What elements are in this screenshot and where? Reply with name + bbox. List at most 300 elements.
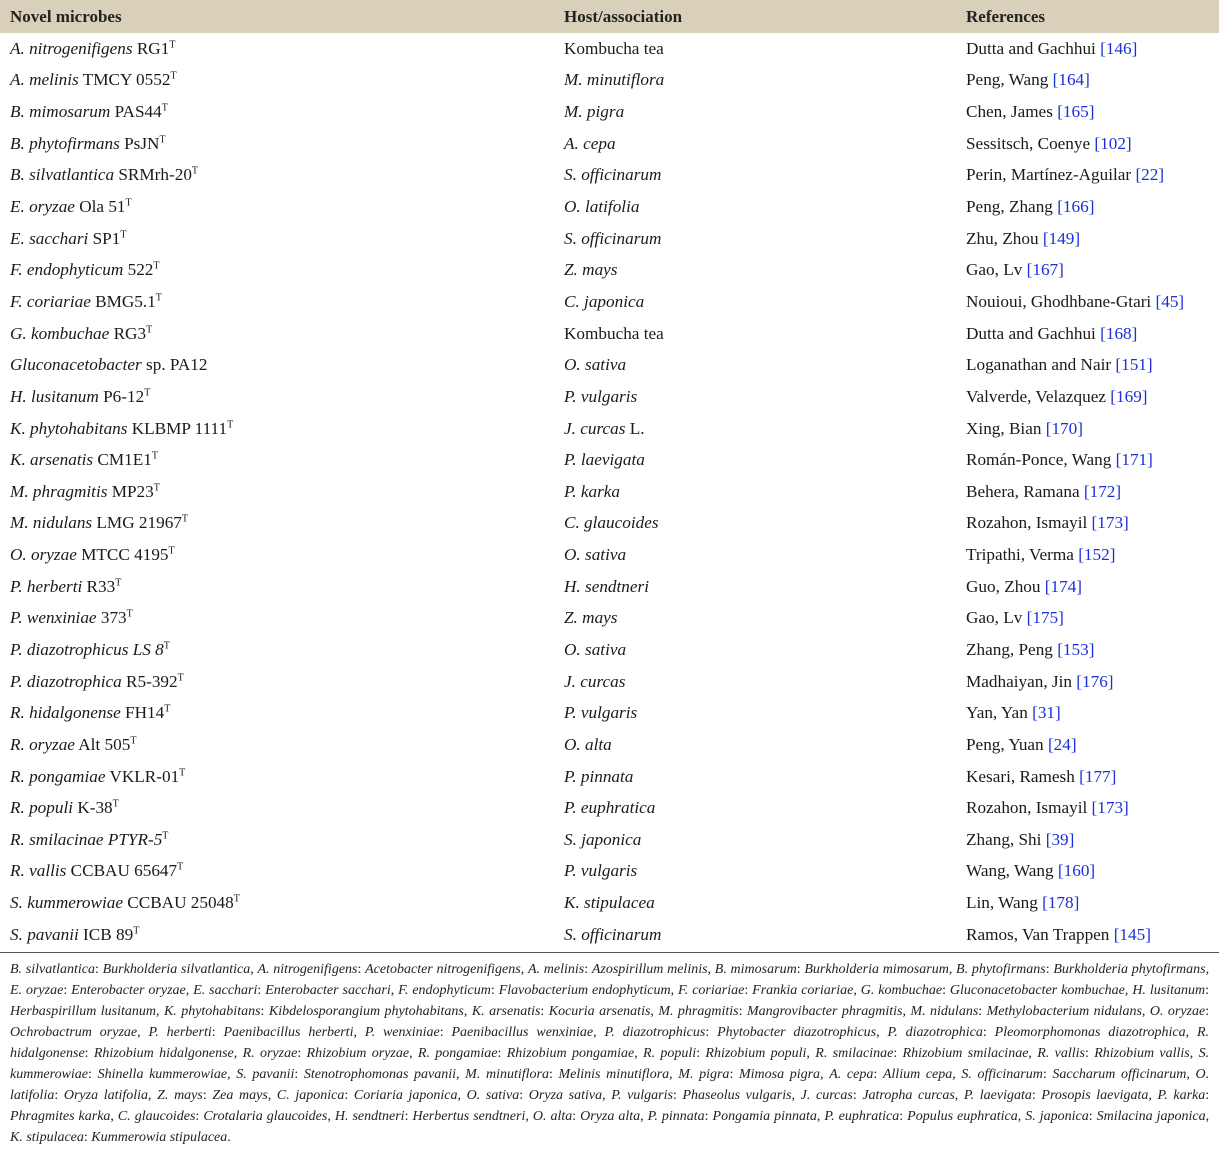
abbrev-full: Prosopis laevigata xyxy=(1041,1087,1149,1103)
reference-cell xyxy=(956,191,1219,223)
microbe-species: B. silvatlantica xyxy=(10,165,115,185)
microbe-species: G. kombuchae xyxy=(10,323,110,343)
reference-link[interactable]: [149] xyxy=(1042,228,1081,248)
reference-authors: Rozahon, Ismayil xyxy=(966,513,1092,533)
abbrev-short: O. sativa xyxy=(466,1087,520,1103)
abbrev-full: Burkholderia mimosarum xyxy=(804,961,949,977)
abbrev-full: Kibdelosporangium phytohabitans xyxy=(268,1003,464,1019)
microbe-cell xyxy=(0,476,554,508)
microbe-species: H. lusitanum xyxy=(10,386,99,406)
host-cell xyxy=(554,65,956,97)
host-cell xyxy=(554,666,956,698)
abbrev-short: M. pigra xyxy=(678,1066,730,1082)
abbrev-short: P. euphratica xyxy=(824,1108,900,1124)
reference-link[interactable]: [145] xyxy=(1113,924,1151,944)
table-row xyxy=(0,413,1219,445)
reference-cell xyxy=(956,160,1219,192)
microbe-cell xyxy=(0,508,554,540)
host-name: Z. mays xyxy=(564,260,618,280)
host-name: Z. mays xyxy=(564,608,618,628)
abbrev-full: Kummerowia stipulacea xyxy=(91,1129,228,1145)
reference-cell xyxy=(956,128,1219,160)
microbe-species: R. populi xyxy=(10,798,74,818)
abbrev-short: Z. mays xyxy=(157,1087,203,1103)
host-cell xyxy=(554,96,956,128)
microbe-species: F. endophyticum xyxy=(10,260,124,280)
microbe-strain: R5-392 xyxy=(121,671,178,691)
type-strain-marker: T xyxy=(153,482,160,494)
table-row xyxy=(0,792,1219,824)
host-name: O. latifolia xyxy=(564,197,640,217)
abbrev-short: P. wenxiniae xyxy=(364,1024,440,1040)
reference-link[interactable]: [24] xyxy=(1047,734,1077,754)
microbe-cell xyxy=(0,318,554,350)
reference-cell xyxy=(956,318,1219,350)
reference-link[interactable]: [178] xyxy=(1042,893,1080,913)
microbe-species: M. phragmitis xyxy=(10,481,108,501)
abbrev-short: B. phytofirmans xyxy=(956,961,1046,977)
type-strain-marker: T xyxy=(161,102,168,114)
abbrev-short: P. herberti xyxy=(148,1024,212,1040)
reference-authors: Peng, Zhang xyxy=(966,197,1058,217)
reference-link[interactable]: [22] xyxy=(1135,165,1165,185)
host-cell xyxy=(554,508,956,540)
abbrev-full: Oryza alta xyxy=(580,1108,641,1124)
abbrev-full: Phaseolus vulgaris xyxy=(682,1087,792,1103)
reference-authors: Román-Ponce, Wang xyxy=(966,450,1116,470)
microbe-strain: TMCY 0552 xyxy=(78,70,171,90)
abbrev-full: Shinella kummerowiae xyxy=(97,1066,228,1082)
abbrev-full: Herbaspirillum lusitanum xyxy=(10,1003,156,1019)
microbe-strain: Ola 51 xyxy=(74,197,126,217)
host-name: P. vulgaris xyxy=(564,703,638,723)
host-cell xyxy=(554,919,956,951)
reference-authors: Nouioui, Ghodhbane-Gtari xyxy=(966,291,1156,311)
reference-cell xyxy=(956,476,1219,508)
header-references: References xyxy=(966,6,1045,26)
type-strain-marker: T xyxy=(170,70,177,82)
table-row xyxy=(0,254,1219,286)
microbe-cell xyxy=(0,539,554,571)
table-row xyxy=(0,349,1219,381)
reference-link[interactable]: [164] xyxy=(1052,70,1090,90)
abbrev-short: R. oryzae xyxy=(242,1045,298,1061)
host-cell xyxy=(554,160,956,192)
abbrev-full: Rhizobium hidalgonense xyxy=(93,1045,234,1061)
table-row xyxy=(0,444,1219,476)
host-cell xyxy=(554,413,956,445)
abbrev-short: M. nidulans xyxy=(910,1003,979,1019)
abbrev-full: Rhizobium populi xyxy=(705,1045,807,1061)
microbe-cell xyxy=(0,444,554,476)
microbe-strain: P6-12 xyxy=(98,386,145,406)
table-row xyxy=(0,634,1219,666)
host-cell xyxy=(554,792,956,824)
abbrev-short: J. curcas xyxy=(800,1087,853,1103)
table-row xyxy=(0,160,1219,192)
reference-cell xyxy=(956,729,1219,761)
abbrev-full: Methylobacterium nidulans xyxy=(986,1003,1142,1019)
host-cell xyxy=(554,318,956,350)
microbe-strain: CCBAU 25048 xyxy=(122,893,234,913)
reference-authors: Sessitsch, Coenye xyxy=(966,133,1095,153)
abbrev-full: Gluconacetobacter kombuchae xyxy=(949,982,1125,998)
microbe-species: A. melinis xyxy=(10,70,79,90)
microbe-cell xyxy=(0,413,554,445)
reference-cell xyxy=(956,223,1219,255)
microbe-species: R. pongamiae xyxy=(10,766,106,786)
host-cell xyxy=(554,603,956,635)
reference-cell xyxy=(956,444,1219,476)
abbrev-short: P. laevigata xyxy=(963,1087,1032,1103)
abbrev-short: M. phragmitis xyxy=(658,1003,739,1019)
abbrev-full: Melinis minutiflora xyxy=(558,1066,670,1082)
microbe-species: P. diazotrophicus LS 8 xyxy=(10,639,164,659)
host-name: P. pinnata xyxy=(564,766,634,786)
host-cell xyxy=(554,761,956,793)
table-row xyxy=(0,381,1219,413)
host-cell xyxy=(554,729,956,761)
microbe-strain: BMG5.1 xyxy=(90,291,156,311)
abbrev-full: Jatropha curcas xyxy=(862,1087,955,1103)
reference-cell xyxy=(956,33,1219,65)
abbrev-full: Kocuria arsenatis xyxy=(548,1003,651,1019)
reference-cell xyxy=(956,887,1219,919)
microbe-cell xyxy=(0,571,554,603)
host-name: O. sativa xyxy=(564,545,627,565)
microbe-species: R. hidalgonense xyxy=(10,703,121,723)
microbe-species: B. phytofirmans xyxy=(10,133,120,153)
abbrev-short: F. endophyticum xyxy=(398,982,491,998)
microbe-strain: SRMrh-20 xyxy=(114,165,192,185)
host-name: O. alta xyxy=(564,734,612,754)
host-name: C. japonica xyxy=(564,291,645,311)
abbrev-short: C. japonica xyxy=(276,1087,345,1103)
type-strain-marker: T xyxy=(227,418,234,430)
abbrev-full: Pongamia pinnata xyxy=(712,1108,817,1124)
reference-link[interactable]: [173] xyxy=(1091,798,1129,818)
microbe-species: P. herberti xyxy=(10,576,83,596)
abbrev-full: Azospirillum melinis xyxy=(591,961,708,977)
host-name: P. vulgaris xyxy=(564,386,638,406)
reference-authors: Peng, Wang xyxy=(966,70,1053,90)
abbrev-short: K. stipulacea xyxy=(10,1129,84,1145)
microbe-strain: CM1E1 xyxy=(93,450,152,470)
table-row xyxy=(0,318,1219,350)
abbrev-full: Rhizobium vallis xyxy=(1094,1045,1190,1061)
abbrev-short: E. oryzae xyxy=(10,982,64,998)
abbrev-full: Phragmites karka xyxy=(10,1108,111,1124)
microbe-cell xyxy=(0,128,554,160)
reference-authors: Dutta and Gachhui xyxy=(966,38,1101,58)
reference-link[interactable]: [152] xyxy=(1078,545,1116,565)
reference-link[interactable]: [45] xyxy=(1155,291,1185,311)
microbe-cell xyxy=(0,381,554,413)
type-strain-marker: T xyxy=(191,165,199,177)
abbrev-short: O. alta xyxy=(532,1108,573,1124)
reference-link[interactable]: [171] xyxy=(1115,450,1153,470)
type-strain-marker: T xyxy=(125,197,132,209)
abbrev-full: Stenotrophomonas pavanii xyxy=(303,1066,457,1082)
host-name: C. glaucoides xyxy=(564,513,659,533)
type-strain-marker: T xyxy=(177,671,184,683)
abbrev-short: H. lusitanum xyxy=(1132,982,1206,998)
header-host-association: Host/association xyxy=(564,6,683,26)
host-cell xyxy=(554,191,956,223)
host-name: S. officinarum xyxy=(564,924,662,944)
microbe-cell xyxy=(0,634,554,666)
host-name: M. pigra xyxy=(564,102,625,122)
reference-authors: Valverde, Velazquez xyxy=(966,386,1111,406)
microbe-species: A. nitrogenifigens xyxy=(10,38,133,58)
host-cell xyxy=(554,286,956,318)
reference-link[interactable]: [169] xyxy=(1110,386,1148,406)
reference-link[interactable]: [175] xyxy=(1026,608,1064,628)
abbrev-short: P. vulgaris xyxy=(611,1087,673,1103)
abbrev-full: Flavobacterium endophyticum xyxy=(498,982,671,998)
type-strain-marker: T xyxy=(168,545,175,557)
host-name: Kombucha tea xyxy=(564,323,664,343)
type-strain-marker: T xyxy=(163,640,170,652)
type-strain-marker: T xyxy=(155,292,162,304)
microbe-cell xyxy=(0,761,554,793)
table-row xyxy=(0,887,1219,919)
table-row xyxy=(0,603,1219,635)
microbe-strain: K-38 xyxy=(73,798,113,818)
reference-authors: Wang, Wang xyxy=(966,861,1058,881)
table-row xyxy=(0,223,1219,255)
type-strain-marker: T xyxy=(112,798,119,810)
reference-authors: Peng, Yuan xyxy=(966,734,1048,754)
abbrev-short: A. nitrogenifigens xyxy=(257,961,358,977)
abbrev-short: R. populi xyxy=(643,1045,697,1061)
microbe-cell xyxy=(0,223,554,255)
microbe-strain: R33 xyxy=(82,576,116,596)
reference-cell xyxy=(956,603,1219,635)
host-cell xyxy=(554,697,956,729)
reference-authors: Ramos, Van Trappen xyxy=(966,924,1114,944)
abbrev-short: R. vallis xyxy=(1037,1045,1085,1061)
abbrev-short: S. pavanii xyxy=(236,1066,295,1082)
abbrev-full: Herbertus sendtneri xyxy=(412,1108,526,1124)
reference-link[interactable]: [39] xyxy=(1045,829,1075,849)
reference-link[interactable]: [166] xyxy=(1057,197,1095,217)
type-strain-marker: T xyxy=(179,766,186,778)
reference-link[interactable]: [153] xyxy=(1057,639,1095,659)
type-strain-marker: T xyxy=(115,576,122,588)
abbrev-short: S. japonica xyxy=(1025,1108,1089,1124)
reference-authors: Guo, Zhou xyxy=(966,576,1045,596)
reference-cell xyxy=(956,349,1219,381)
reference-authors: Gao, Lv xyxy=(966,260,1027,280)
type-strain-marker: T xyxy=(177,861,184,873)
table-row xyxy=(0,476,1219,508)
host-name: S. officinarum xyxy=(564,165,662,185)
table-row xyxy=(0,856,1219,888)
microbe-cell xyxy=(0,856,554,888)
reference-authors: Chen, James xyxy=(966,102,1058,122)
abbrev-full: Paenibacillus wenxiniae xyxy=(451,1024,594,1040)
table-row xyxy=(0,33,1219,65)
host-cell xyxy=(554,634,956,666)
table-header-row xyxy=(0,0,1219,33)
microbe-species: O. oryzae xyxy=(10,545,77,565)
reference-link[interactable]: [173] xyxy=(1091,513,1129,533)
reference-authors: Zhu, Zhou xyxy=(966,228,1043,248)
abbrev-short: R. hidalgonense xyxy=(10,1024,1210,1061)
microbe-cell xyxy=(0,160,554,192)
abbrev-full: Burkholderia silvatlantica xyxy=(102,961,251,977)
reference-cell xyxy=(956,286,1219,318)
abbrev-short: P. diazotrophica xyxy=(887,1024,983,1040)
microbe-species: R. oryzae xyxy=(10,734,75,754)
host-name: P. vulgaris xyxy=(564,861,638,881)
microbe-strain: CCBAU 65647 xyxy=(66,861,178,881)
abbrev-full: Allium cepa xyxy=(882,1066,953,1082)
type-strain-marker: T xyxy=(169,39,176,51)
abbrev-short: O. oryzae xyxy=(1149,1003,1206,1019)
microbe-cell xyxy=(0,286,554,318)
host-cell xyxy=(554,856,956,888)
reference-link[interactable]: [168] xyxy=(1100,323,1138,343)
microbe-species: K. arsenatis xyxy=(10,450,94,470)
abbrev-full: Smilacina japonica xyxy=(1096,1108,1206,1124)
reference-cell xyxy=(956,381,1219,413)
host-name: S. japonica xyxy=(564,829,642,849)
reference-authors: Dutta and Gachhui xyxy=(966,323,1101,343)
host-cell xyxy=(554,444,956,476)
reference-authors: Yan, Yan xyxy=(966,703,1033,723)
microbe-cell xyxy=(0,919,554,951)
reference-authors: Tripathi, Verma xyxy=(966,545,1079,565)
table-row xyxy=(0,919,1219,951)
microbe-cell xyxy=(0,792,554,824)
table-row xyxy=(0,666,1219,698)
table-row xyxy=(0,286,1219,318)
abbrev-full: Paenibacillus herberti xyxy=(223,1024,354,1040)
microbe-species: S. pavanii xyxy=(10,924,79,944)
reference-link[interactable]: [160] xyxy=(1057,861,1096,881)
table-row xyxy=(0,824,1219,856)
abbrev-full: Acetobacter nitrogenifigens xyxy=(365,961,521,977)
abbrev-full: Phytobacter diazotrophicus xyxy=(717,1024,877,1040)
reference-link[interactable]: [174] xyxy=(1044,576,1083,596)
reference-link[interactable]: [167] xyxy=(1026,260,1064,280)
abbrev-short: A. melinis xyxy=(527,961,585,977)
reference-link[interactable]: [102] xyxy=(1094,133,1132,153)
host-cell xyxy=(554,381,956,413)
abbrev-full: Zea mays xyxy=(212,1087,268,1103)
reference-authors: Madhaiyan, Jin xyxy=(966,671,1077,691)
microbe-strain: MTCC 4195 xyxy=(76,545,169,565)
type-strain-marker: T xyxy=(153,260,160,272)
reference-authors: Behera, Ramana xyxy=(966,481,1084,501)
type-strain-marker: T xyxy=(144,387,151,399)
reference-authors: Gao, Lv xyxy=(966,608,1027,628)
host-suffix: L. xyxy=(625,418,645,438)
host-name: S. officinarum xyxy=(564,228,662,248)
host-cell xyxy=(554,887,956,919)
abbrev-short: S. kummerowiae xyxy=(10,1045,1210,1082)
microbe-strain: LMG 21967 xyxy=(92,513,182,533)
table-row xyxy=(0,65,1219,97)
reference-cell xyxy=(956,919,1219,951)
microbe-cell xyxy=(0,191,554,223)
microbe-cell xyxy=(0,697,554,729)
microbe-strain: sp. PA12 xyxy=(141,355,208,375)
reference-cell xyxy=(956,539,1219,571)
microbe-cell xyxy=(0,824,554,856)
microbe-species: F. coriariae xyxy=(10,291,91,311)
host-name: M. minutiflora xyxy=(564,70,665,90)
reference-link[interactable]: [176] xyxy=(1076,671,1114,691)
abbrev-short: K. arsenatis xyxy=(471,1003,541,1019)
microbe-strain: SP1 xyxy=(88,228,121,248)
host-cell xyxy=(554,128,956,160)
abbrev-short: A. cepa xyxy=(829,1066,874,1082)
microbe-strain: RG3 xyxy=(109,323,147,343)
microbe-species: R. vallis xyxy=(10,861,67,881)
abbrev-short: P. diazotrophicus xyxy=(604,1024,706,1040)
microbe-strain: PAS44 xyxy=(110,102,162,122)
microbe-strain: 522 xyxy=(123,260,154,280)
abbrev-full: Rhizobium oryzae xyxy=(306,1045,410,1061)
microbe-strain: ICB 89 xyxy=(78,924,134,944)
reference-authors: Loganathan and Nair xyxy=(966,355,1116,375)
reference-cell xyxy=(956,824,1219,856)
abbrev-full: Rhizobium smilacinae xyxy=(902,1045,1029,1061)
abbrev-full: Saccharum officinarum xyxy=(1052,1066,1187,1082)
abbrev-short: C. glaucoides xyxy=(117,1108,196,1124)
table-row xyxy=(0,539,1219,571)
microbe-cell xyxy=(0,603,554,635)
reference-link[interactable]: [177] xyxy=(1079,766,1117,786)
microbe-cell xyxy=(0,96,554,128)
abbrev-short: G. kombuchae xyxy=(860,982,943,998)
microbe-species: B. mimosarum xyxy=(10,102,111,122)
reference-link[interactable]: [165] xyxy=(1057,102,1095,122)
abbrev-full: Oryza latifolia xyxy=(63,1087,149,1103)
host-name: Kombucha tea xyxy=(564,38,664,58)
reference-link[interactable]: [146] xyxy=(1100,38,1138,58)
reference-cell xyxy=(956,65,1219,97)
reference-authors: Lin, Wang xyxy=(966,893,1043,913)
abbrev-short: P. pinnata xyxy=(647,1108,705,1124)
reference-authors: Rozahon, Ismayil xyxy=(966,798,1092,818)
microbe-species: K. phytohabitans xyxy=(10,418,128,438)
reference-cell xyxy=(956,571,1219,603)
microbe-strain: 373 xyxy=(96,608,127,628)
reference-link[interactable]: [170] xyxy=(1045,418,1083,438)
abbrev-full: Enterobacter oryzae xyxy=(71,982,186,998)
table-row xyxy=(0,571,1219,603)
reference-link[interactable]: [31] xyxy=(1032,703,1061,723)
host-name: J. curcas xyxy=(564,671,626,691)
table-row xyxy=(0,729,1219,761)
reference-link[interactable]: [151] xyxy=(1115,355,1153,375)
host-name: O. sativa xyxy=(564,639,627,659)
microbe-strain: VKLR-01 xyxy=(105,766,180,786)
table-body xyxy=(0,33,1219,951)
reference-link[interactable]: [172] xyxy=(1083,481,1122,501)
host-name: J. curcas xyxy=(564,418,626,438)
table-row xyxy=(0,697,1219,729)
table-row xyxy=(0,128,1219,160)
microbe-cell xyxy=(0,65,554,97)
microbe-species: E. oryzae xyxy=(10,197,75,217)
abbreviations-footnote: B. silvatlantica: Burkholderia silvatlantica, A. nitrogenifigens: Acetobacter nitrogenifigens, A. melinis: Azospirillum melinis, B. mimosarum: Burkholderia mimosarum, B. phytofirmans: Burkholderia phytofirmans, E. oryzae: Enterobacter oryzae, E. sacchari: Enterobacter sacchari, F. endophyticum: Flavobacterium endophyticum, F. coriariae: Frankia coriariae, G. kombuchae: Gluconacetobacter kombuchae, H. lusitanum: Herbaspirillum lusitanum, K. phytohabitans: Kibdelosporangium phytohabitans, K. arsenatis: Kocuria arsenatis, M. phragmitis: Mangrovibacter phragmitis, M. nidulans: Methylobacterium nidulans, O. oryzae: Ochrobactrum oryzae, P. herberti: Paenibacillus herberti, P. wenxiniae: Paenibacillus wenxiniae, P. diazotrophicus: Phytobacter diazotrophicus, P. diazotrophica: Pleomorphomonas diazotrophica, R. hidalgonense: Rhizobium hidalgonense, R. oryzae: Rhizobium oryzae, R. pongamiae: Rhizobium pongamiae, R. populi: Rhizobium populi, R. smilacinae: Rhizobium smilacinae, R. vallis: Rhizobium vallis, S. kummerowiae: Shinella kummerowiae, S. pavanii: Stenotrophomonas pavanii, M. minutiflora: Melinis minutiflora, M. pigra: Mimosa pigra, A. cepa: Allium cepa, S. officinarum: Saccharum officinarum, O. latifolia: Oryza latifolia, Z. mays: Zea mays, C. japonica: Coriaria japonica, O. sativa: Oryza sativa, P. vulgaris: Phaseolus vulgaris, J. curcas: Jatropha curcas, P. laevigata: Prosopis laevigata, P. karka: Phragmites karka, C. glaucoides: Crotalaria glaucoides, H. sendtneri: Herbertus sendtneri, O. alta: Oryza alta, P. pinnata: Pongamia pinnata, P. euphratica: Populus euphratica, S. japonica: Smilacina japonica, K. stipulacea: Kummerowia stipulacea. xyxy=(0,952,1219,1148)
type-strain-marker: T xyxy=(151,450,158,462)
